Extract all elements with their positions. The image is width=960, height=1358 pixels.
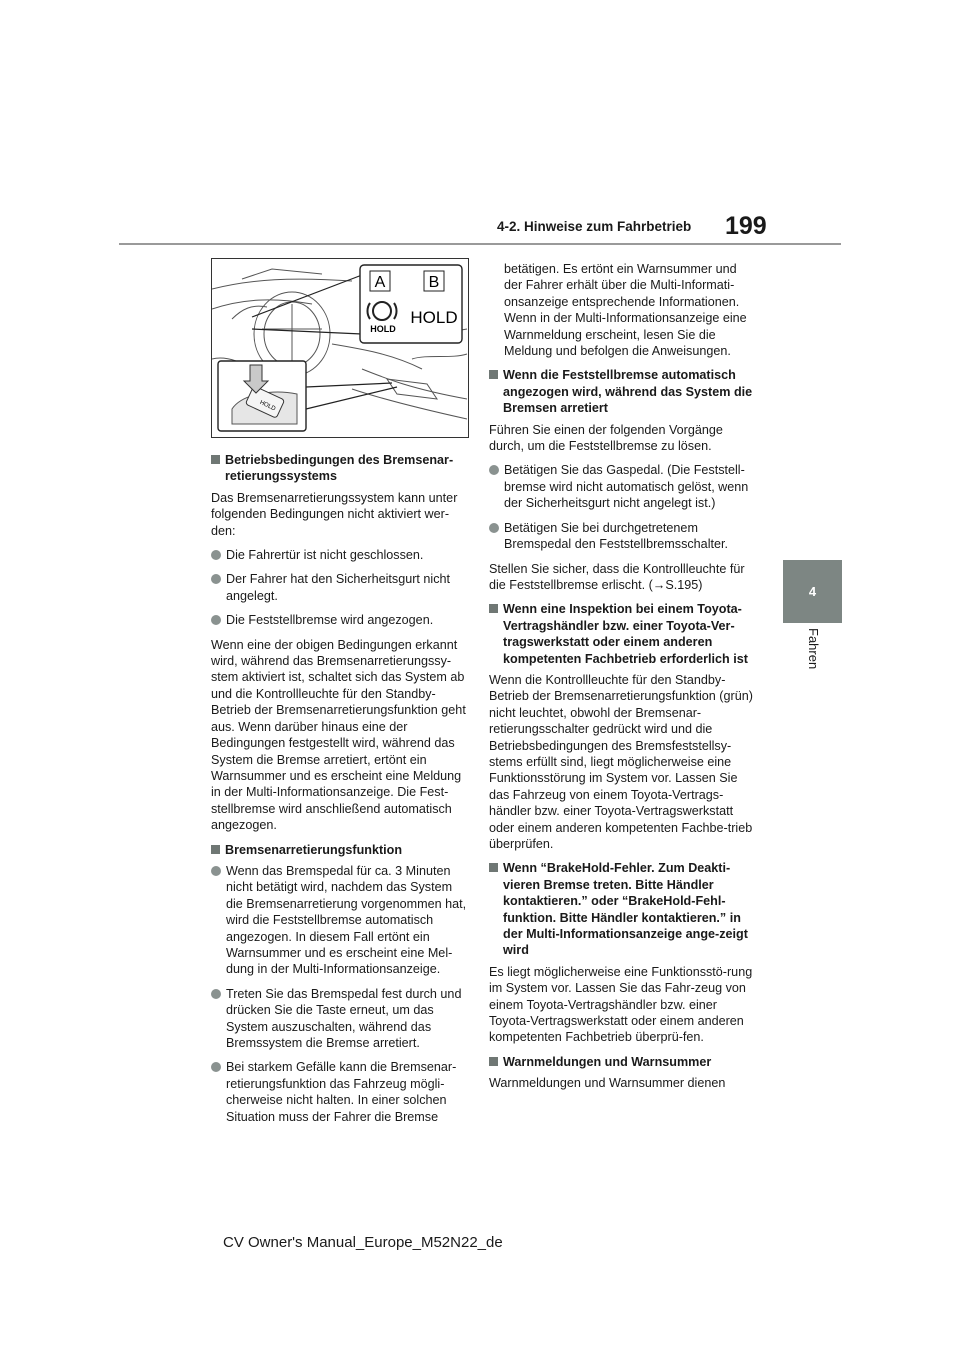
paragraph: betätigen. Es ertönt ein Warnsummer und der Fahrer erhält über die Multi-Informati-onsanzeige entsprechende Informationen. Wenn in der Multi-Informationsanzeige eine Warnmeldung erscheint, lesen Sie die Meldung und befolgen die Anweisungen. bbox=[504, 262, 747, 359]
paragraph: Es liegt möglicherweise eine Funktionsstö-rung im System vor. Lassen Sie das Fahr-zeug von einem Toyota-Vertragshändler bzw. einer Toyota-Vertragswerkstatt oder einem anderen kompetenten Fachbetrieb überprü-fen. bbox=[489, 964, 753, 1045]
list-item: Die Fahrertür ist nicht geschlossen. bbox=[211, 547, 469, 563]
bullet-dot-icon bbox=[211, 866, 221, 876]
hold-label-large: HOLD bbox=[410, 308, 458, 327]
square-bullet-icon bbox=[489, 1057, 498, 1066]
bullet-dot-icon bbox=[211, 550, 221, 560]
left-column bbox=[211, 452, 469, 1133]
list-item: Die Feststellbremse wird angezogen. bbox=[211, 612, 469, 628]
brake-hold-illustration bbox=[211, 258, 469, 438]
chapter-tab[interactable]: 4 bbox=[783, 560, 842, 623]
header-divider bbox=[119, 243, 841, 245]
bullet-dot-icon bbox=[211, 1062, 221, 1072]
square-bullet-icon bbox=[211, 845, 220, 854]
paragraph: Führen Sie einen der folgenden Vorgänge durch, um die Feststellbremse zu lösen. bbox=[489, 422, 723, 454]
list-item: Der Fahrer hat den Sicherheitsgurt nicht angelegt. bbox=[211, 571, 469, 604]
square-bullet-icon bbox=[489, 604, 498, 613]
bullet-dot-icon bbox=[489, 523, 499, 533]
heading-operating-conditions: Betriebsbedingungen des Bremsenar- retierungssystems bbox=[211, 452, 469, 485]
chapter-label bbox=[805, 628, 825, 678]
illustration-svg bbox=[212, 259, 468, 437]
paragraph: Stellen Sie sicher, dass die Kontrollleuchte für die Feststellbremse erlischt. (→S.195) bbox=[489, 561, 745, 592]
bullet-dot-icon bbox=[211, 615, 221, 625]
chapter-label-text: Fahren bbox=[806, 628, 821, 670]
bullet-dot-icon bbox=[489, 465, 499, 475]
section-title: 4-2. Hinweise zum Fahrbetrieb bbox=[497, 219, 692, 234]
paragraph: Das Bremsenarretierungssystem kann unter folgenden Bedingungen nicht aktiviert wer-den: bbox=[211, 490, 458, 538]
square-bullet-icon bbox=[489, 370, 498, 379]
heading-brake-hold-function: Bremsenarretierungsfunktion bbox=[211, 842, 469, 858]
hold-label-button: HOLD bbox=[258, 399, 277, 413]
list-item: Betätigen Sie bei durchgetretenem Bremspedal den Feststellbremsschalter. bbox=[489, 520, 757, 553]
paragraph: Warnmeldungen und Warnsummer dienen bbox=[489, 1076, 726, 1091]
heading-warning-messages: Warnmeldungen und Warnsummer bbox=[489, 1054, 757, 1070]
paragraph: Wenn eine der obigen Bedingungen erkannt wird, während das Bremsenarretierungssy-stem aktiviert ist, schaltet sich das System ab und die Kontrollleuchte für den Standby-Betrieb der Bremsenarretierungsfunktion geht aus. Wenn darüber hinaus eine der Bedingungen festgestellt wird, während das System die Bremse arretiert, ertönt ein Warnsummer und es erscheint eine Meldung in der Multi-Informationsanzeige. Die Fest-stellbremse wird anschließend automatisch angezogen. bbox=[211, 637, 466, 833]
right-column bbox=[489, 261, 757, 1100]
bullet-dot-icon bbox=[211, 989, 221, 999]
page-number: 199 bbox=[725, 212, 767, 240]
list-item: Betätigen Sie das Gaspedal. (Die Feststell-bremse wird nicht automatisch gelöst, wenn der Sicherheitsgurt nicht angelegt ist.) bbox=[489, 462, 757, 511]
list-item: Bei starkem Gefälle kann die Bremsenar-retierungsfunktion das Fahrzeug mögli-cherweise nicht halten. In einer solchen Situation muss der Fahrer die Bremse bbox=[211, 1059, 469, 1125]
paragraph: Wenn die Kontrollleuchte für den Standby-Betrieb der Bremsenarretierungsfunktion (grün) nicht leuchtet, obwohl der Bremsenar-retierungsschalter gedrückt wird und die Betriebsbedingungen des Bremsfeststellsy-stems erfüllt sind, liegt möglicherweise eine Funktionsstörung im System vor. Lassen Sie das Fahrzeug von einem Toyota-Vertrags-händler bzw. einer Toyota-Vertragswerkstatt oder einem anderen kompetenten Fachbe-trieb überprüfen. bbox=[489, 672, 753, 851]
footer-text: CV Owner's Manual_Europe_M52N22_de bbox=[223, 1234, 503, 1251]
square-bullet-icon bbox=[489, 863, 498, 872]
label-b: B bbox=[428, 274, 440, 291]
list-item: Wenn das Bremspedal für ca. 3 Minuten nicht betätigt wird, nachdem das System die Bremsenarretierung vorgenommen hat, wird die Feststellbremse automatisch angezogen. In diesem Fall ertönt ein Warnsummer und es erscheint eine Mel-dung in der Multi-Informationsanzeige. bbox=[211, 863, 469, 978]
heading-inspection-required: Wenn eine Inspektion bei einem Toyota-Vertragshändler bzw. einer Toyota-Ver-tragswerkstatt oder einem anderen kompetenten Fachbetrieb erforderlich ist bbox=[489, 601, 757, 667]
heading-brakehold-error: Wenn “BrakeHold-Fehler. Zum Deakti-vieren Bremse treten. Bitte Händler kontaktieren.” oder “BrakeHold-Fehl-funktion. Bitte Händler kontaktieren.” in der Multi-Informationsanzeige ange-zeigt wird bbox=[489, 860, 757, 958]
heading-parking-brake-auto: Wenn die Feststellbremse automatisch angezogen wird, während das System die Bremsen arretiert bbox=[489, 367, 757, 416]
label-a: A bbox=[374, 274, 386, 291]
square-bullet-icon bbox=[211, 455, 220, 464]
bullet-dot-icon bbox=[211, 574, 221, 584]
list-item: Treten Sie das Bremspedal fest durch und drücken Sie die Taste erneut, um das System auszuschalten, während das Bremssystem die Bremse arretiert. bbox=[211, 986, 469, 1052]
hold-label-small: HOLD bbox=[370, 324, 396, 334]
